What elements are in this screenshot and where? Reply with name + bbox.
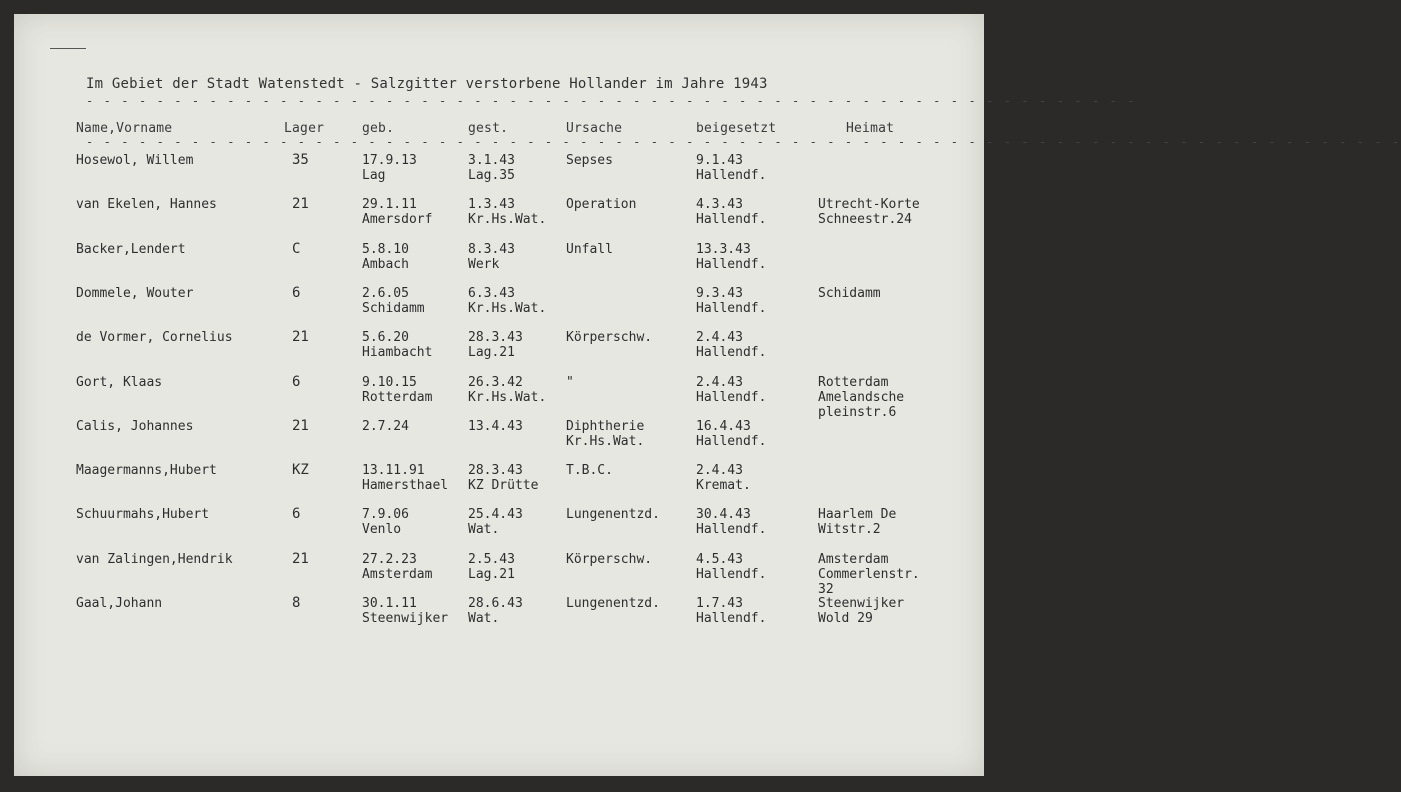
cell-heimat-line: Utrecht-Korte xyxy=(818,197,920,213)
cell-ursache-line: Kr.Hs.Wat. xyxy=(566,433,645,449)
cell-heimat-line: Witstr.2 xyxy=(818,522,881,538)
cell-gest-line: 2.5.43 xyxy=(468,551,515,567)
cell-gest-line: 28.6.43 xyxy=(468,596,523,611)
cell-beigesetzt xyxy=(696,552,766,582)
cell-geb xyxy=(362,596,448,626)
cell-name: van Ekelen, Hannes xyxy=(76,197,217,213)
cell-geb-line: 29.1.11 xyxy=(362,197,417,213)
cell-beigesetzt-line: Hallendf. xyxy=(696,168,767,183)
cell-gest-line: 26.3.42 xyxy=(468,374,523,390)
cell-heimat-line: Steenwijker xyxy=(818,596,905,611)
cell-gest-line: 6.3.43 xyxy=(468,285,515,301)
cell-beigesetzt-line: 4.5.43 xyxy=(696,551,743,567)
cell-name: Dommele, Wouter xyxy=(76,285,194,301)
title-underline: - - - - - - - - - - - - - - - - - - - - - - - - - - - - - - - - - - - - - - - - - - - - - - - - - - - - - - - - - - - - xyxy=(86,94,1137,108)
cell-beigesetzt-line: Hallendf. xyxy=(696,345,767,361)
header-ursache: Ursache xyxy=(566,121,623,136)
cell-name: Gort, Klaas xyxy=(76,374,163,390)
table-row xyxy=(14,596,984,640)
cell-gest-line: 1.3.43 xyxy=(468,197,515,213)
cell-heimat xyxy=(818,507,896,537)
cell-beigesetzt xyxy=(696,419,766,449)
cell-lager: 6 xyxy=(292,284,301,301)
cell-beigesetzt xyxy=(696,153,766,183)
cell-gest-line: Lag.35 xyxy=(468,168,515,183)
table-row xyxy=(14,153,984,197)
cell-geb-line: 17.9.13 xyxy=(362,153,417,168)
table-row xyxy=(14,507,984,551)
cell-geb-line: Venlo xyxy=(362,522,402,538)
cell-gest-line: Kr.Hs.Wat. xyxy=(468,212,547,228)
cell-lager: 8 xyxy=(292,595,301,611)
cell-ursache-line: Unfall xyxy=(566,241,613,257)
cell-gest-line: 8.3.43 xyxy=(468,241,515,257)
cell-beigesetzt-line: Hallendf. xyxy=(696,212,767,228)
table-row xyxy=(14,552,984,596)
cell-heimat-line: Schidamm xyxy=(818,285,881,301)
cell-gest xyxy=(468,596,523,626)
cell-beigesetzt-line: Hallendf. xyxy=(696,433,767,449)
cell-geb-line: Hamersthael xyxy=(362,478,449,494)
cell-gest xyxy=(468,330,523,360)
cell-geb xyxy=(362,330,432,360)
table-row xyxy=(14,197,984,241)
cell-geb-line: Rotterdam xyxy=(362,389,433,405)
cell-beigesetzt-line: Kremat. xyxy=(696,478,751,494)
cell-gest-line: Wat. xyxy=(468,522,500,538)
header-lager: Lager xyxy=(284,121,325,136)
cell-gest xyxy=(468,153,515,183)
cell-geb-line: Steenwijker xyxy=(362,611,449,626)
cell-gest xyxy=(468,419,523,434)
cell-geb-line: 27.2.23 xyxy=(362,551,417,567)
cell-geb-line: 5.8.10 xyxy=(362,241,409,257)
cell-beigesetzt-line: 2.4.43 xyxy=(696,374,743,390)
cell-geb xyxy=(362,286,425,316)
cell-ursache-line: Lungenentzd. xyxy=(566,507,660,523)
cell-beigesetzt xyxy=(696,596,766,626)
cell-name: Calis, Johannes xyxy=(76,418,194,434)
cell-geb xyxy=(362,197,432,227)
cell-ursache-line: Diphtherie xyxy=(566,418,645,434)
table-row xyxy=(14,419,984,463)
cell-geb xyxy=(362,552,432,582)
cell-beigesetzt xyxy=(696,330,766,360)
cell-gest-line: Werk xyxy=(468,256,500,272)
cell-beigesetzt xyxy=(696,242,766,272)
cell-name: de Vormer, Cornelius xyxy=(76,330,233,346)
cell-geb-line: 5.6.20 xyxy=(362,330,409,346)
header-geb: geb. xyxy=(362,121,395,136)
cell-lager: 35 xyxy=(292,152,309,168)
cell-heimat-line: Amelandsche xyxy=(818,389,905,405)
cell-beigesetzt-line: 13.3.43 xyxy=(696,241,751,257)
cell-gest-line: Wat. xyxy=(468,611,500,626)
cell-lager: KZ xyxy=(292,462,309,479)
cell-ursache-line: Körperschw. xyxy=(566,551,653,567)
cell-geb-line: 7.9.06 xyxy=(362,507,409,523)
cell-beigesetzt-line: Hallendf. xyxy=(696,522,767,538)
cell-heimat-line: Amsterdam xyxy=(818,551,889,567)
cell-gest-line: 25.4.43 xyxy=(468,507,523,523)
header-gest: gest. xyxy=(468,121,509,136)
header-underline: - - - - - - - - - - - - - - - - - - - - - - - - - - - - - - - - - - - - - - - - - - - - - - - - - - - - - - - - - - - - - - - - - - - - - - - - - - - xyxy=(86,135,1401,149)
cell-heimat-line: 32 xyxy=(818,581,834,597)
cell-beigesetzt-line: 1.7.43 xyxy=(696,596,743,611)
cell-geb-line: 2.6.05 xyxy=(362,285,409,301)
cell-gest xyxy=(468,463,538,493)
cell-name: Backer,Lendert xyxy=(76,241,186,257)
cell-heimat-line: Rotterdam xyxy=(818,374,889,390)
cell-geb-line: Lag xyxy=(362,168,386,183)
cell-beigesetzt xyxy=(696,507,766,537)
cell-lager: C xyxy=(292,240,301,257)
cell-geb-line: 30.1.11 xyxy=(362,596,417,611)
table-row xyxy=(14,330,984,374)
cell-name: Schuurmahs,Hubert xyxy=(76,507,210,523)
cell-gest xyxy=(468,507,523,537)
cell-heimat-line: Commerlenstr. xyxy=(818,566,920,582)
cell-ursache xyxy=(566,242,613,257)
table-row xyxy=(14,286,984,330)
header-beigesetzt: beigesetzt xyxy=(696,121,777,136)
cell-lager: 21 xyxy=(292,550,309,567)
cell-ursache xyxy=(566,463,613,478)
cell-ursache xyxy=(566,375,574,390)
cell-lager: 21 xyxy=(292,329,309,346)
cell-beigesetzt-line: Hallendf. xyxy=(696,389,767,405)
table-row xyxy=(14,242,984,286)
cell-lager: 21 xyxy=(292,196,309,213)
cell-beigesetzt-line: 30.4.43 xyxy=(696,507,751,523)
cell-beigesetzt-line: Hallendf. xyxy=(696,256,767,272)
cell-heimat-line: Wold 29 xyxy=(818,611,873,626)
cell-name: Hosewol, Willem xyxy=(76,153,194,168)
cell-gest-line: Lag.21 xyxy=(468,566,515,582)
cell-gest xyxy=(468,286,546,316)
cell-beigesetzt-line: Hallendf. xyxy=(696,611,767,626)
cell-heimat-line: Haarlem De xyxy=(818,507,897,523)
corner-mark xyxy=(50,48,86,49)
cell-beigesetzt-line: Hallendf. xyxy=(696,300,767,316)
cell-gest xyxy=(468,552,515,582)
cell-gest-line: Kr.Hs.Wat. xyxy=(468,300,547,316)
cell-geb-line: 2.7.24 xyxy=(362,418,409,434)
cell-gest-line: KZ Drütte xyxy=(468,478,539,494)
cell-ursache xyxy=(566,596,660,611)
cell-heimat xyxy=(818,375,904,420)
cell-gest-line: Kr.Hs.Wat. xyxy=(468,389,547,405)
cell-ursache xyxy=(566,153,613,168)
cell-beigesetzt-line: 2.4.43 xyxy=(696,463,743,479)
cell-ursache xyxy=(566,552,652,567)
cell-ursache-line: T.B.C. xyxy=(566,463,613,479)
table-row xyxy=(14,375,984,419)
cell-ursache-line: Sepses xyxy=(566,153,613,168)
cell-name: Maagermanns,Hubert xyxy=(76,463,217,479)
cell-ursache-line: Lungenentzd. xyxy=(566,596,660,611)
cell-lager: 21 xyxy=(292,417,309,434)
cell-geb-line: 13.11.91 xyxy=(362,463,425,479)
cell-ursache xyxy=(566,197,636,212)
cell-heimat-line: pleinstr.6 xyxy=(818,404,897,420)
cell-lager: 6 xyxy=(292,373,301,390)
cell-geb-line: Hiambacht xyxy=(362,345,433,361)
cell-beigesetzt-line: 16.4.43 xyxy=(696,418,751,434)
cell-geb-line: Amersdorf xyxy=(362,212,433,228)
document-title: Im Gebiet der Stadt Watenstedt - Salzgitter verstorbene Hollander im Jahre 1943 xyxy=(86,76,768,92)
cell-ursache-line: Operation xyxy=(566,197,637,213)
cell-beigesetzt-line: 9.3.43 xyxy=(696,285,743,301)
cell-beigesetzt xyxy=(696,197,766,227)
cell-ursache xyxy=(566,419,644,449)
cell-ursache xyxy=(566,507,660,522)
cell-geb xyxy=(362,153,417,183)
cell-heimat-line: Schneestr.24 xyxy=(818,212,912,228)
cell-gest-line: 3.1.43 xyxy=(468,153,515,168)
cell-geb-line: Schidamm xyxy=(362,300,425,316)
cell-beigesetzt-line: 2.4.43 xyxy=(696,330,743,346)
cell-ursache-line: Körperschw. xyxy=(566,330,653,346)
cell-heimat xyxy=(818,197,920,227)
cell-lager: 6 xyxy=(292,506,301,523)
cell-geb-line: Amsterdam xyxy=(362,566,433,582)
cell-name: Gaal,Johann xyxy=(76,596,163,611)
cell-geb-line: 9.10.15 xyxy=(362,374,417,390)
cell-beigesetzt xyxy=(696,375,766,405)
cell-beigesetzt-line: 4.3.43 xyxy=(696,197,743,213)
header-heimat: Heimat xyxy=(846,121,895,136)
cell-gest xyxy=(468,375,546,405)
cell-geb xyxy=(362,419,409,434)
cell-heimat xyxy=(818,552,920,597)
cell-geb xyxy=(362,507,409,537)
cell-gest-line: Lag.21 xyxy=(468,345,515,361)
cell-beigesetzt-line: 9.1.43 xyxy=(696,153,743,168)
document-page xyxy=(14,14,1401,776)
cell-ursache-line: " xyxy=(566,374,574,390)
cell-beigesetzt xyxy=(696,463,751,493)
cell-geb-line: Ambach xyxy=(362,256,409,272)
cell-gest-line: 13.4.43 xyxy=(468,418,523,434)
table-row xyxy=(14,463,984,507)
cell-gest xyxy=(468,197,546,227)
cell-geb xyxy=(362,242,409,272)
cell-beigesetzt-line: Hallendf. xyxy=(696,566,767,582)
cell-geb xyxy=(362,375,432,405)
header-name: Name,Vorname xyxy=(76,121,173,136)
cell-geb xyxy=(362,463,448,493)
cell-gest-line: 28.3.43 xyxy=(468,330,523,346)
cell-ursache xyxy=(566,330,652,345)
cell-gest xyxy=(468,242,515,272)
cell-name: van Zalingen,Hendrik xyxy=(76,551,233,567)
cell-heimat xyxy=(818,596,904,626)
cell-heimat xyxy=(818,286,881,301)
cell-gest-line: 28.3.43 xyxy=(468,463,523,479)
cell-beigesetzt xyxy=(696,286,766,316)
